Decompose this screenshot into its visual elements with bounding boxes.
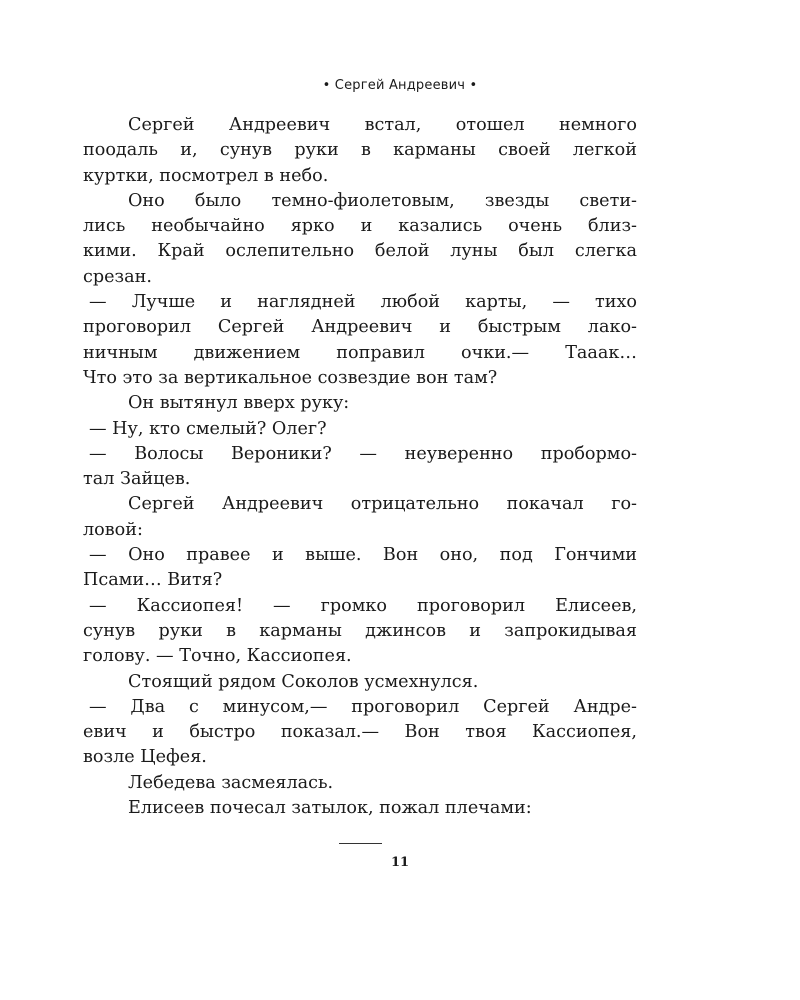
text-line: Елисеев почесал затылок, пожал плечами: bbox=[128, 798, 532, 819]
text-line: Что это за вертикальное созвездие вон там? bbox=[83, 367, 498, 388]
text-line: Стоящий рядом Соколов усмехнулся. bbox=[128, 671, 479, 692]
body-text bbox=[83, 113, 637, 821]
text-line: Сергей Андреевич встал, отошел немного bbox=[128, 115, 637, 135]
text-line: срезан. bbox=[83, 266, 152, 287]
text-line: ловой: bbox=[83, 519, 143, 540]
text-line: — Оно правее и выше. Вон оно, под Гончими bbox=[89, 545, 637, 566]
text-line: голову. — Точно, Кассиопея. bbox=[83, 646, 352, 667]
text-line: кими. Край ослепительно белой луны был слегка bbox=[83, 241, 637, 262]
text-line: сунув руки в карманы джинсов и запрокидывая bbox=[83, 620, 637, 641]
text-line: — Ну, кто смелый? Олег? bbox=[89, 418, 327, 439]
text-line: ничным движением поправил очки.— Тааак… bbox=[83, 342, 637, 363]
text-line: лись необычайно ярко и казались очень близ- bbox=[83, 216, 637, 237]
text-line: Оно было темно-фиолетовым, звезды свети- bbox=[128, 190, 637, 211]
text-line: — Лучше и наглядней любой карты, — тихо bbox=[89, 292, 637, 313]
text-line: тал Зайцев. bbox=[83, 469, 191, 490]
text-line: — Два с минусом,— проговорил Сергей Андре- bbox=[89, 696, 637, 717]
text-line: — Волосы Вероники? — неуверенно пробормо- bbox=[89, 443, 637, 464]
text-line: проговорил Сергей Андреевич и быстрым лако- bbox=[83, 317, 637, 338]
text-line: Псами… Витя? bbox=[83, 570, 223, 591]
text-line: возле Цефея. bbox=[83, 747, 207, 768]
page-number: 11 bbox=[390, 855, 410, 870]
text-line: Сергей Андреевич отрицательно покачал го- bbox=[128, 494, 637, 515]
running-head: • Сергей Андреевич • bbox=[322, 78, 478, 93]
text-line: Он вытянул вверх руку: bbox=[128, 393, 350, 414]
text-line: Лебедева засмеялась. bbox=[128, 772, 334, 793]
text-line: — Кассиопея! — громко проговорил Елисеев, bbox=[89, 595, 637, 616]
text-line: поодаль и, сунув руки в карманы своей легкой bbox=[83, 140, 637, 161]
footer-rule bbox=[339, 843, 382, 844]
text-line: куртки, посмотрел в небо. bbox=[83, 165, 329, 186]
text-line: евич и быстро показал.— Вон твоя Кассиопея, bbox=[83, 722, 637, 743]
